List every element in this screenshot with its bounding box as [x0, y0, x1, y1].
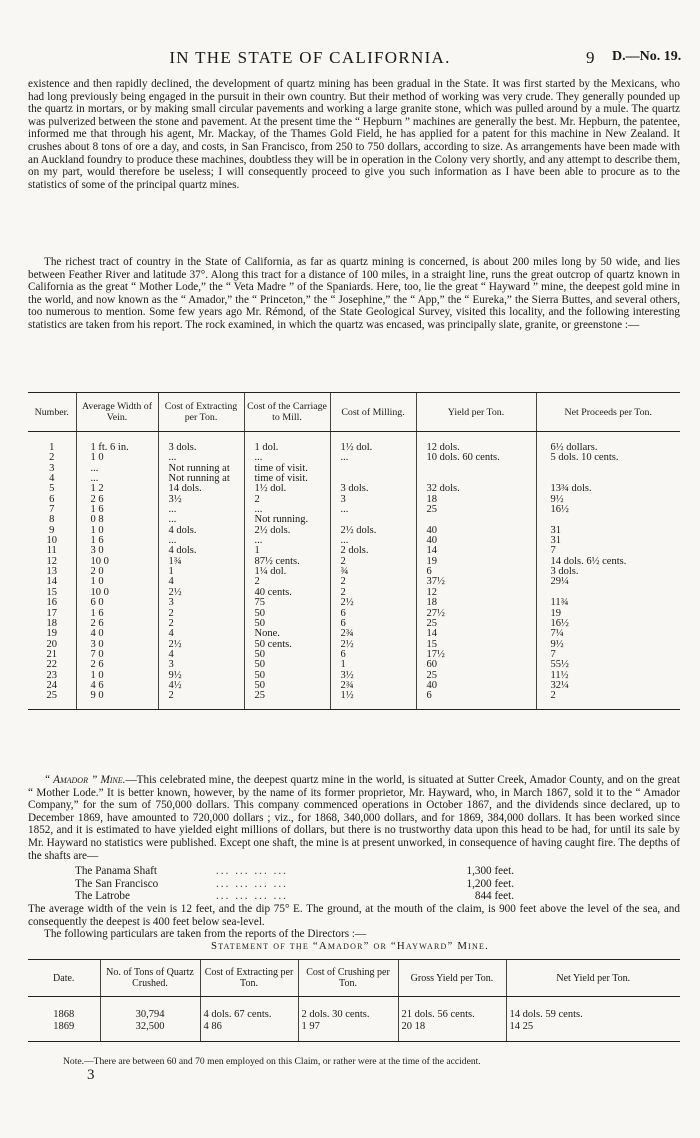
- table-cell: 27½: [416, 609, 536, 619]
- table-cell: 1¼ dol.: [244, 567, 330, 577]
- shaft-name: The Panama Shaft: [75, 865, 158, 877]
- table-cell: 16: [46, 597, 57, 609]
- table-cell: 2½: [158, 588, 244, 598]
- table-cell: 40: [416, 681, 536, 691]
- table-cell: 4 dols. 67 cents.: [200, 997, 298, 1021]
- table-cell: 2½: [330, 640, 416, 650]
- table-cell: 16½: [536, 505, 680, 515]
- table-row: [28, 577, 680, 587]
- table-cell: 19: [536, 609, 680, 619]
- paragraph-amador-mine: [28, 774, 680, 862]
- table-row: [28, 640, 680, 650]
- table-cell: 50: [244, 650, 330, 660]
- table-cell: 3 dols.: [330, 484, 416, 494]
- table-cell: 32,500: [100, 1021, 200, 1042]
- amador-statement-table: [28, 959, 680, 1042]
- table-cell: 23: [46, 669, 57, 681]
- table-row: [28, 660, 680, 670]
- table-cell: 4 6: [76, 681, 158, 691]
- table-cell: 21: [46, 648, 57, 660]
- table-cell: ...: [158, 453, 244, 463]
- table-cell: 1 0: [76, 453, 158, 463]
- table-cell: 14: [416, 629, 536, 639]
- table-cell: 4: [49, 473, 55, 485]
- table-cell: 4: [158, 650, 244, 660]
- table-cell: 2¾: [330, 629, 416, 639]
- table-cell: 2½ dols.: [244, 526, 330, 536]
- table-cell: 2: [244, 577, 330, 587]
- table-cell: 31: [536, 536, 680, 546]
- shaft-name: The Latrobe: [75, 890, 130, 903]
- shaft-depth: 1,300 feet.: [466, 865, 514, 877]
- page-title: IN THE STATE OF CALIFORNIA.: [169, 48, 451, 67]
- table-row: [28, 671, 680, 681]
- table-cell: ...: [330, 505, 416, 515]
- table-cell: 2 6: [76, 495, 158, 505]
- table-cell: 30,794: [100, 997, 200, 1021]
- list-item: [28, 878, 680, 891]
- table-cell: 2¾: [330, 681, 416, 691]
- table-cell: 12: [46, 555, 57, 567]
- table-cell: 4½: [158, 681, 244, 691]
- table-cell: 50: [244, 660, 330, 670]
- table-row: [28, 567, 680, 577]
- table-cell: 40: [416, 536, 536, 546]
- table-cell: 3 0: [76, 640, 158, 650]
- table-cell: 10 0: [76, 557, 158, 567]
- table-cell: 7¼: [536, 629, 680, 639]
- table-header-row: [28, 393, 680, 432]
- table-cell: ...: [244, 505, 330, 515]
- table-cell: 1 dol.: [244, 432, 330, 454]
- table-cell: 32 dols.: [416, 484, 536, 494]
- column-header: Cost of Milling.: [330, 393, 416, 432]
- table-row: [28, 588, 680, 598]
- table-cell: [416, 464, 536, 474]
- table-cell: ¾: [330, 567, 416, 577]
- table-cell: 18: [46, 617, 57, 629]
- table-cell: 14 dols.: [158, 484, 244, 494]
- table-cell: 20 18: [398, 1021, 506, 1042]
- table-row: [28, 453, 680, 463]
- table-cell: 2: [158, 609, 244, 619]
- table-cell: 6: [330, 619, 416, 629]
- table-cell: 1 97: [298, 1021, 398, 1042]
- table-cell: 10 dols. 60 cents.: [416, 453, 536, 463]
- table-row: [28, 691, 680, 709]
- table-cell: 17½: [416, 650, 536, 660]
- table-cell: 18: [416, 495, 536, 505]
- paragraph-intro: existence and then rapidly declined, the development of quartz mining has been gradual in the State. It was first started by the Mexicans, who had long previously being engaged in the pursuit in their own country. But their method of working was very crude. They generally pounded up the quartz in mortars, or by making small circular pavements and working a large granite stone, which was pulled around by a mule. The quartz was pulverized between the stone and pavement. At the present time the “ Hepburn ” machines are generally the best. Mr. Hepburn, the patentee, informed me that through his agent, Mr. Mackay, of the Thames Gold Field, he has applied for a patent for this machine in New Zealand. It crushes about 8 tons of ore a day, and costs, in San Francisco, from 250 to 750 dollars, according to size. As arrangements have been made with an Auckland foundry to produce these machines, doubtless they will be in operation in the Colony very shortly, and any attempt to describe them, on my part, would therefore be useless; I will consequently proceed to give you such information as I have been able to procure as to the statistics of some of the principal quartz mines.: [28, 78, 680, 191]
- table-cell: 2 6: [76, 619, 158, 629]
- table-cell: 1½: [330, 691, 416, 709]
- table-row: [28, 484, 680, 494]
- table-cell: 5 dols. 10 cents.: [536, 453, 680, 463]
- table-cell: 3½: [158, 495, 244, 505]
- table-cell: 13¾ dols.: [536, 484, 680, 494]
- table-cell: 50: [244, 619, 330, 629]
- table-cell: 50: [244, 681, 330, 691]
- table-cell: 50: [244, 609, 330, 619]
- table-cell: 2 6: [76, 660, 158, 670]
- signature-mark: 3: [87, 1067, 95, 1083]
- amador-mine-heading: “ Amador ” Mine.: [44, 774, 126, 786]
- table-cell: 2: [158, 691, 244, 709]
- table-cell: 3 0: [76, 546, 158, 556]
- table-cell: 1 0: [76, 526, 158, 536]
- table-cell: 4 86: [200, 1021, 298, 1042]
- table-cell: 1: [158, 567, 244, 577]
- leader-dots: ... ... ... ...: [216, 865, 288, 877]
- table-cell: 7: [49, 504, 55, 516]
- table-cell: ...: [330, 536, 416, 546]
- table-cell: 2: [330, 588, 416, 598]
- table-cell: 7 0: [76, 650, 158, 660]
- table-cell: 6: [416, 691, 536, 709]
- table-cell: 6½ dollars.: [536, 432, 680, 454]
- table-cell: 14 dols. 6½ cents.: [536, 557, 680, 567]
- table-cell: 1: [244, 546, 330, 556]
- table-cell: 1868: [53, 1009, 75, 1020]
- table-cell: 50 cents.: [244, 640, 330, 650]
- table-cell: time of visit.: [244, 464, 330, 474]
- table-row: [28, 681, 680, 691]
- table-row: [28, 505, 680, 515]
- table-cell: 29¼: [536, 577, 680, 587]
- table-cell: 4: [158, 629, 244, 639]
- table-cell: Not running at: [158, 474, 244, 484]
- table-cell: 7: [536, 546, 680, 556]
- table-cell: ...: [158, 505, 244, 515]
- leader-dots: ... ... ... ...: [216, 890, 288, 903]
- table-cell: 14: [46, 576, 57, 588]
- table-cell: 10 0: [76, 588, 158, 598]
- statement-title: Statement of the “Amador” or “Hayward” Mine.: [210, 940, 489, 952]
- table-cell: 3: [158, 598, 244, 608]
- table-cell: 4 dols.: [158, 546, 244, 556]
- column-header: Cost of the Carriage to Mill.: [244, 393, 330, 432]
- table-cell: 3: [330, 495, 416, 505]
- table-row: [28, 629, 680, 639]
- column-header: Net Yield per Ton.: [506, 960, 680, 997]
- table-row: [28, 650, 680, 660]
- table-cell: 4 dols.: [158, 526, 244, 536]
- table-cell: 25: [416, 671, 536, 681]
- table-cell: time of visit.: [244, 474, 330, 484]
- table-cell: 55½: [536, 660, 680, 670]
- table-cell: 13: [46, 566, 57, 578]
- table-cell: 11: [46, 545, 57, 557]
- table-cell: 9: [49, 524, 55, 536]
- table-row: [28, 609, 680, 619]
- table-row: [28, 1021, 680, 1042]
- table-cell: None.: [244, 629, 330, 639]
- paragraph-richest-tract: The richest tract of country in the State of California, as far as quartz mining is concerned, is about 200 miles long by 50 wide, and lies between Feather River and latitude 37°. Along this tract for a distance of 100 miles, in a straight line, runs the great outcrop of quartz known in California as the great “ Mother Lode,” the “ Veta Madre ” of the Spaniards. Here, too, lie the great “ Hayward ” mine, the deepest gold mine in the world, and now known as the “ Amador,” the “ Princeton,” the “ Josephine,” the “ App,” the “ Eureka,” the Sierra Buttes, and several others, too numerous to mention. Some few years ago Mr. Rémond, of the State Geological Survey, visited this locality, and the following interesting statistics are taken from his report. The rock examined, in which the quartz was encased, was principally slate, granite, or greenstone :—: [28, 256, 680, 331]
- table-cell: 2: [49, 452, 55, 464]
- table-cell: 37½: [416, 577, 536, 587]
- table-cell: 24: [46, 679, 57, 691]
- table-cell: 50: [244, 671, 330, 681]
- table-cell: ...: [76, 474, 158, 484]
- quartz-statistics-table: [28, 392, 680, 710]
- table-cell: 6 0: [76, 598, 158, 608]
- table-cell: 1869: [28, 1021, 100, 1042]
- column-header: Cost of Extracting per Ton.: [200, 960, 298, 997]
- table-cell: 3 dols.: [158, 432, 244, 454]
- table-cell: [330, 464, 416, 474]
- table-cell: 2½ dols.: [330, 526, 416, 536]
- table-cell: Not running at: [158, 464, 244, 474]
- paragraph-vein-width: The average width of the vein is 12 feet, and the dip 75° E. The ground, at the mouth of the claim, is 900 feet above the level of the sea, and consequently the deepest is 400 feet below sea-level.: [28, 903, 680, 928]
- table-cell: 4: [158, 577, 244, 587]
- table-cell: 9½: [536, 640, 680, 650]
- column-header: No. of Tons of Quartz Crushed.: [100, 960, 200, 997]
- table-cell: 2: [330, 577, 416, 587]
- table-cell: 2 dols.: [330, 546, 416, 556]
- table-row: [28, 557, 680, 567]
- table-cell: 1 ft. 6 in.: [76, 432, 158, 454]
- table-cell: 75: [244, 598, 330, 608]
- table-header-row: [28, 960, 680, 997]
- table-cell: 3 dols.: [536, 567, 680, 577]
- table-cell: 1 6: [76, 505, 158, 515]
- table-cell: [536, 464, 680, 474]
- table-row: [28, 598, 680, 608]
- table-cell: 14 dols. 59 cents.: [506, 997, 680, 1021]
- table-cell: 0 8: [76, 515, 158, 525]
- column-header: Gross Yield per Ton.: [398, 960, 506, 997]
- table-cell: 2 0: [76, 567, 158, 577]
- table-cell: 3½: [330, 671, 416, 681]
- table-cell: 2½: [158, 640, 244, 650]
- table-cell: 1½ dol.: [330, 432, 416, 454]
- table-row: [28, 432, 680, 454]
- table-cell: 15: [46, 586, 57, 598]
- table-row: [28, 619, 680, 629]
- table-cell: 4 0: [76, 629, 158, 639]
- shaft-name: The San Francisco: [75, 877, 159, 890]
- table-cell: ...: [330, 453, 416, 463]
- table-cell: 6: [49, 493, 55, 505]
- column-header: Number.: [28, 393, 76, 432]
- table-cell: 1: [330, 660, 416, 670]
- table-cell: 2: [244, 495, 330, 505]
- table-cell: 1¾: [158, 557, 244, 567]
- table-cell: 1 2: [76, 484, 158, 494]
- table-cell: 15: [416, 640, 536, 650]
- shaft-depth: 1,200 feet.: [466, 877, 514, 890]
- table-cell: 1: [49, 442, 55, 453]
- table-cell: 5: [49, 483, 55, 495]
- table-cell: 2: [536, 691, 680, 709]
- table-cell: 12: [416, 588, 536, 598]
- table-cell: 3: [158, 660, 244, 670]
- table-cell: Not running.: [244, 515, 330, 525]
- table-cell: 1 6: [76, 609, 158, 619]
- table-cell: 32¼: [536, 681, 680, 691]
- table-cell: 9½: [158, 671, 244, 681]
- column-header: Date.: [28, 960, 100, 997]
- table-cell: ...: [244, 453, 330, 463]
- table-cell: 19: [416, 557, 536, 567]
- table-row: [28, 526, 680, 536]
- table-cell: 11½: [536, 671, 680, 681]
- table-cell: 6: [416, 567, 536, 577]
- paragraph-directors: The following particulars are taken from the reports of the Directors :—: [44, 928, 367, 940]
- column-header: Cost of Crushing per Ton.: [298, 960, 398, 997]
- table-cell: 2: [330, 557, 416, 567]
- table-cell: 25: [416, 619, 536, 629]
- table-row: [28, 997, 680, 1021]
- table-cell: 1 0: [76, 577, 158, 587]
- shafts-list: [28, 865, 680, 903]
- table-cell: 2½: [330, 598, 416, 608]
- column-header: Net Proceeds per Ton.: [536, 393, 680, 432]
- table-cell: 1 6: [76, 536, 158, 546]
- list-item: [28, 890, 680, 903]
- table-cell: ...: [158, 536, 244, 546]
- table-cell: 40 cents.: [244, 588, 330, 598]
- table-cell: 9 0: [76, 691, 158, 709]
- leader-dots: ... ... ... ...: [216, 877, 288, 890]
- table-cell: 31: [536, 526, 680, 536]
- table-cell: 6: [330, 650, 416, 660]
- page-number: 9: [586, 48, 595, 67]
- table-cell: 14: [416, 546, 536, 556]
- table-cell: ...: [244, 536, 330, 546]
- list-item: [28, 865, 680, 878]
- column-header: Average Width of Vein.: [76, 393, 158, 432]
- footnote: Note.—There are between 60 and 70 men employed on this Claim, or rather were at the time of the accident.: [63, 1056, 481, 1067]
- table-cell: 18: [416, 598, 536, 608]
- table-cell: 22: [46, 659, 57, 671]
- shaft-depth: 844 feet.: [474, 890, 514, 903]
- table-cell: 3: [49, 462, 55, 474]
- table-cell: 14 25: [506, 1021, 680, 1042]
- page-header: [0, 48, 700, 68]
- document-reference: D.—No. 19.: [612, 49, 682, 64]
- table-cell: ...: [158, 515, 244, 525]
- table-cell: 10: [46, 535, 57, 547]
- table-cell: 19: [46, 628, 57, 640]
- table-row: [28, 464, 680, 474]
- table-cell: 16½: [536, 619, 680, 629]
- table-cell: 25: [28, 691, 76, 709]
- table-cell: 1 0: [76, 671, 158, 681]
- table-cell: ...: [76, 464, 158, 474]
- table-row: [28, 495, 680, 505]
- table-cell: 12 dols.: [416, 432, 536, 454]
- table-cell: 8: [49, 514, 55, 526]
- table-cell: 2: [158, 619, 244, 629]
- table-cell: 40: [416, 526, 536, 536]
- column-header: Yield per Ton.: [416, 393, 536, 432]
- table-cell: 6: [330, 609, 416, 619]
- table-cell: 20: [46, 638, 57, 650]
- table-cell: 1½ dol.: [244, 484, 330, 494]
- table-cell: 21 dols. 56 cents.: [398, 997, 506, 1021]
- table-cell: 11¾: [536, 598, 680, 608]
- table-cell: 87½ cents.: [244, 557, 330, 567]
- table-cell: 7: [536, 650, 680, 660]
- table-cell: 25: [244, 691, 330, 709]
- table-cell: 2 dols. 30 cents.: [298, 997, 398, 1021]
- table-cell: 25: [416, 505, 536, 515]
- column-header: Cost of Extracting per Ton.: [158, 393, 244, 432]
- amador-mine-text: —This celebrated mine, the deepest quartz mine in the world, is situated at Sutter Creek, Amador County, and on the great “ Mother Lode.” It is better known, however, by the name of its former proprietor, Mr. Hayward, who, in March 1867, sold it to the “ Amador Company,” for the sum of 750,000 dollars. This company commenced operations in October 1867, and the dividends since declared, up to December 1869, have amounted to 720,000 dollars ; viz., for 1868, 340,000 dollars, and for 1869, 384,000 dollars. It has been worked since 1852, and it is estimated to have yielded eight millions of dollars, but there is no trustworthy data upon this head to be had, for until its sale by Mr. Hayward no statistics were published. Except one shaft, the mine is at present unworked, in consequence of having caught fire. The depths of the shafts are—: [28, 774, 680, 862]
- table-cell: 9½: [536, 495, 680, 505]
- table-cell: 17: [46, 607, 57, 619]
- table-cell: 60: [416, 660, 536, 670]
